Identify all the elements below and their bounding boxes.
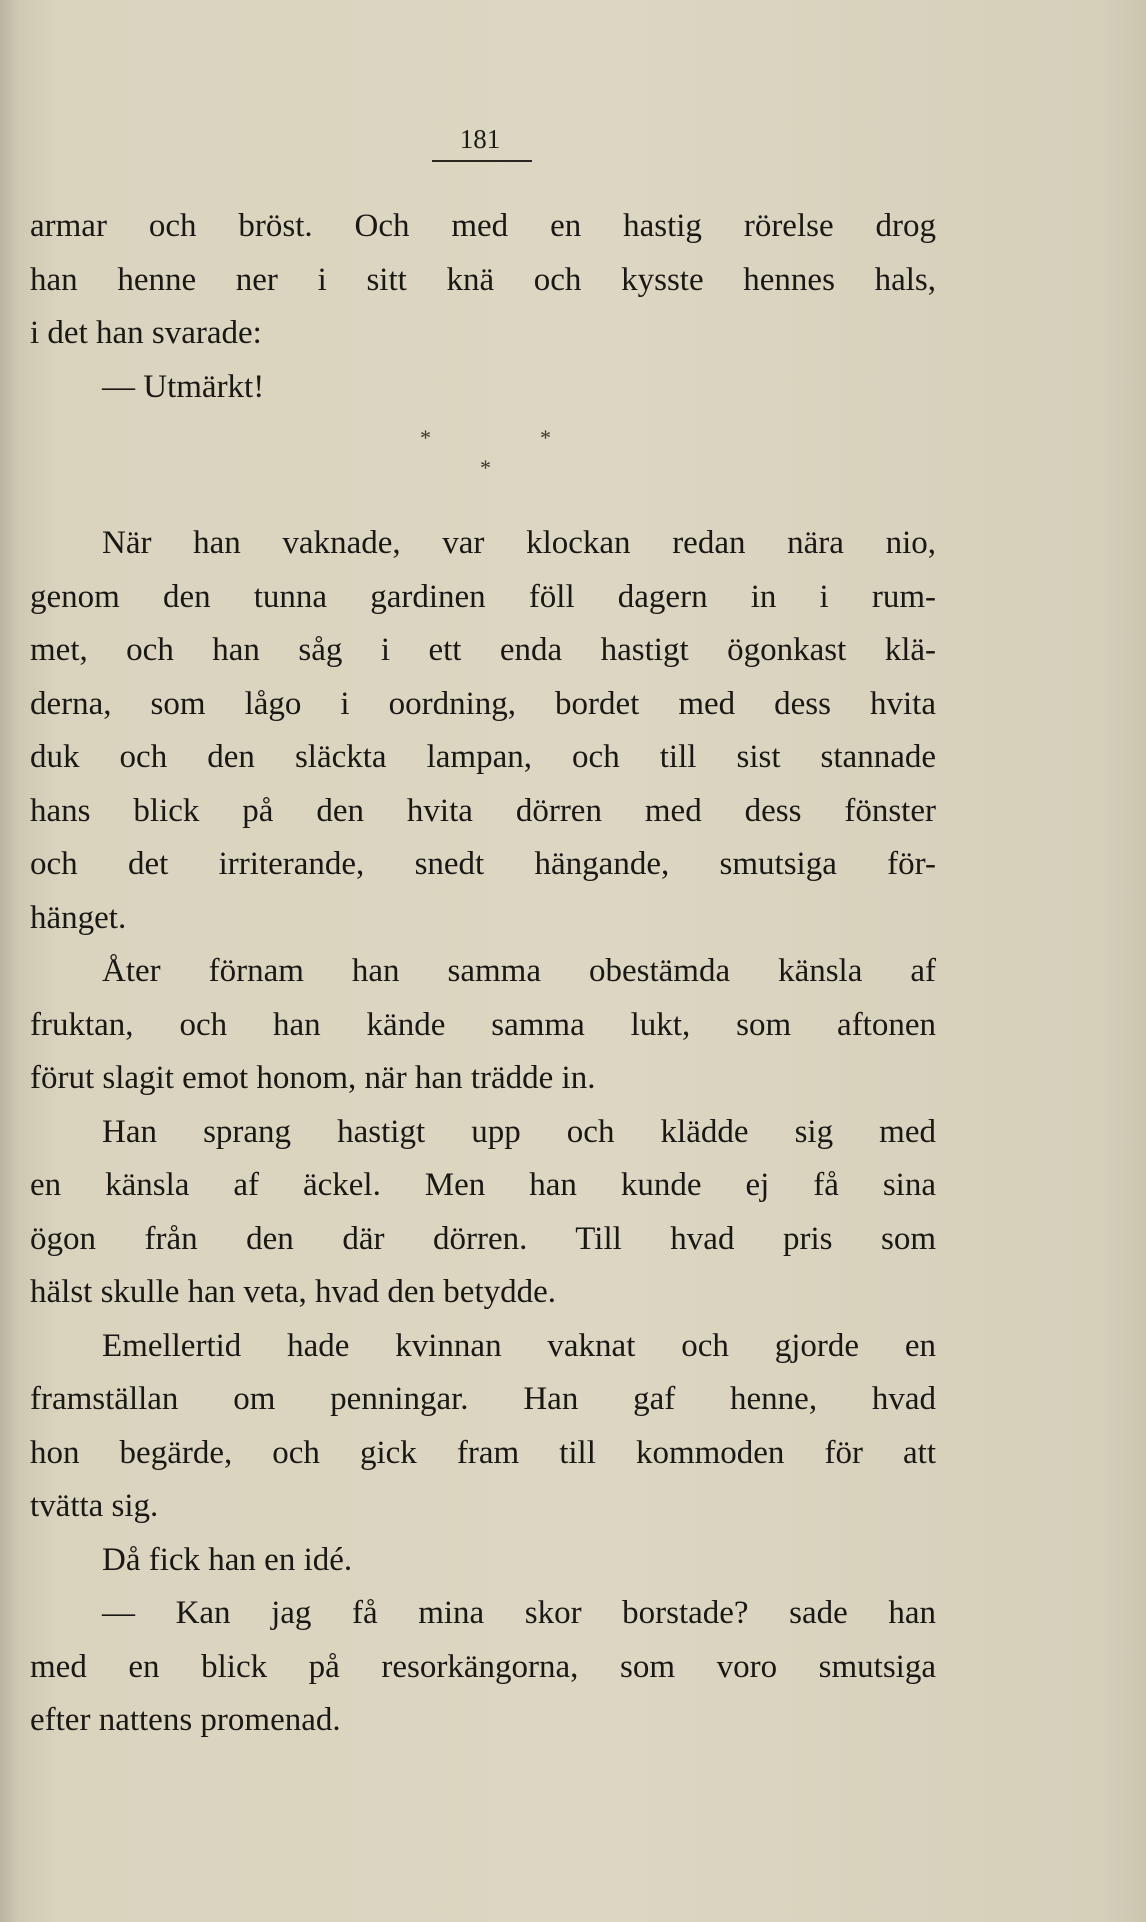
text-line: Åter förnam han samma obestämda känsla af xyxy=(102,953,936,989)
text-line: tvätta sig. xyxy=(30,1488,159,1524)
text-line: en känsla af äckel. Men han kunde ej få sina xyxy=(30,1167,936,1203)
text-line: Han sprang hastigt upp och klädde sig med xyxy=(102,1113,936,1150)
text-line: armar och bröst. Och med en hastig rörelse drog xyxy=(30,208,936,244)
text-line: duk och den släckta lampan, och till sist stannade xyxy=(30,739,936,775)
text-line: fruktan, och han kände samma lukt, som aftonen xyxy=(30,1006,936,1043)
text-line: han henne ner i sitt knä och kysste hennes hals, xyxy=(30,261,936,298)
text-line: i det han svarade: xyxy=(30,315,262,351)
text-line: och det irriterande, snedt hängande, smutsiga för- xyxy=(30,846,936,882)
text-line: framställan om penningar. Han gaf henne, hvad xyxy=(30,1381,936,1417)
page-number: 181 xyxy=(459,124,501,154)
text-line: efter nattens promenad. xyxy=(30,1702,341,1738)
text-line: derna, som lågo i oordning, bordet med dess hvita xyxy=(30,685,936,722)
asterisk-ornament: * xyxy=(420,425,431,450)
text-line: — Kan jag få mina skor borstade? sade han xyxy=(102,1595,936,1631)
main-text-body xyxy=(30,517,936,1748)
text-line: genom den tunna gardinen föll dagern in i rum- xyxy=(30,578,936,615)
text-line: — Utmärkt! xyxy=(102,368,265,405)
text-line: ögon från den där dörren. Till hvad pris som xyxy=(30,1220,936,1257)
asterisk-ornament: * xyxy=(480,455,491,480)
text-line: Då fick han en idé. xyxy=(102,1541,353,1578)
paragraph-dialogue-end xyxy=(30,200,936,414)
text-line: med en blick på resorkängorna, som voro smutsiga xyxy=(30,1648,936,1685)
text-line: hon begärde, och gick fram till kommoden för att xyxy=(30,1434,936,1471)
section-separator xyxy=(400,425,580,485)
text-line: hälst skulle han veta, hvad den betydde. xyxy=(30,1274,557,1310)
text-line: Emellertid hade kvinnan vaknat och gjorde en xyxy=(102,1327,936,1364)
asterisk-ornament: * xyxy=(540,425,551,450)
text-line: hänget. xyxy=(30,899,127,936)
text-line: met, och han såg i ett enda hastigt ögonkast klä- xyxy=(30,632,936,668)
page-number-rule xyxy=(432,160,532,162)
text-line: hans blick på den hvita dörren med dess fönster xyxy=(30,792,936,829)
text-line: När han vaknade, var klockan redan nära nio, xyxy=(102,525,936,561)
text-line: förut slagit emot honom, när han trädde in. xyxy=(30,1060,596,1096)
